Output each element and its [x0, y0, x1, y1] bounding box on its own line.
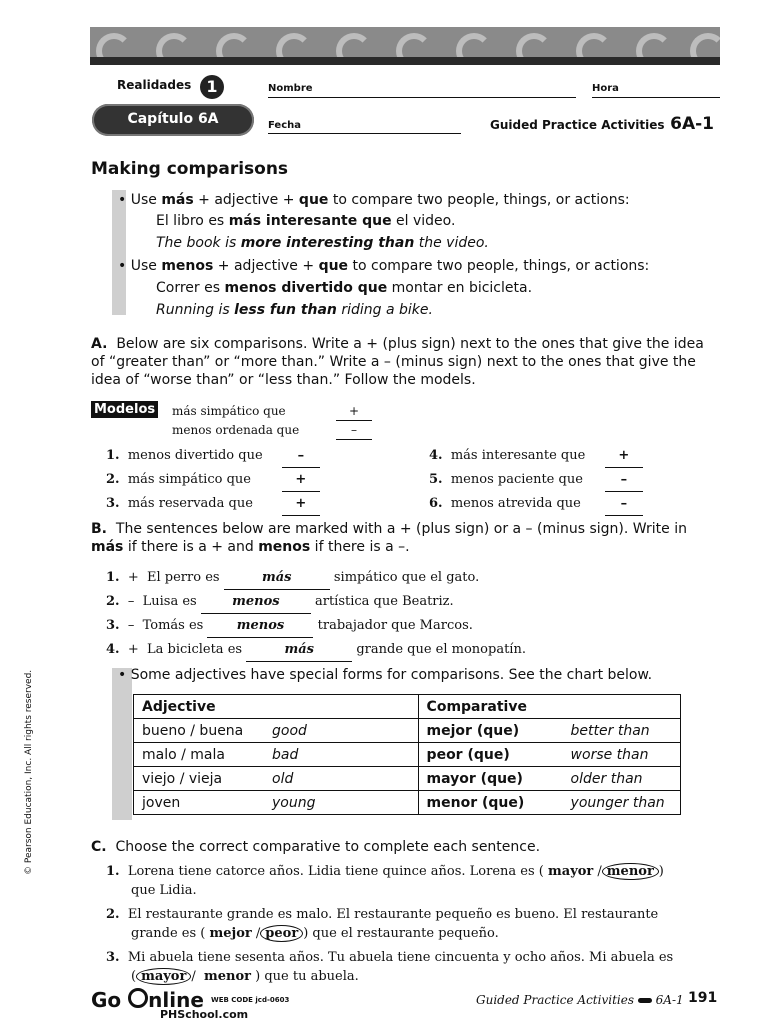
list-item: 2. – Luisa es menos artística que Beatriz. [106, 590, 526, 614]
rule-1-example-en: The book is more interesting than the video. [156, 235, 489, 251]
nombre-label: Nombre [268, 83, 313, 94]
list-item: 4. más interesante que + [429, 444, 643, 468]
header-banner [90, 27, 720, 65]
nombre-field[interactable] [268, 97, 576, 98]
part-a-col-2 [429, 444, 643, 516]
globe-icon [128, 988, 148, 1008]
answer-circle[interactable]: mayor [136, 968, 191, 985]
answer-blank[interactable]: + [282, 468, 320, 492]
part-b-instructions: B. The sentences below are marked with a + (plus sign) or a – (minus sign). Write in más if there is a + and menos if there is a –. [91, 521, 687, 555]
rule-1-example-es: El libro es más interesante que el video. [156, 213, 456, 229]
table-row: malo / mala bad peor (que) worse than [134, 743, 681, 767]
rule-2-example-es: Correr es menos divertido que montar en bicicleta. [156, 280, 533, 296]
models: más simpático que + menos ordenada que – [172, 402, 372, 440]
answer-blank[interactable]: + [282, 492, 320, 516]
part-b-items [106, 566, 526, 662]
copyright: © Pearson Education, Inc. All rights reserved. [24, 669, 34, 875]
capitulo-badge: Capítulo 6A [92, 104, 254, 136]
list-item: 1. menos divertido que – [106, 444, 320, 468]
modelos-label: Modelos [91, 401, 158, 418]
rule-1: • Use más + adjective + que to compare two people, things, or actions: [118, 192, 630, 208]
answer-blank[interactable]: menos [201, 590, 311, 614]
answer-blank[interactable]: – [282, 444, 320, 468]
answer-circle[interactable]: menor [602, 863, 659, 880]
go-online-logo: Go nline [91, 988, 204, 1012]
table-row: viejo / vieja old mayor (que) older than [134, 767, 681, 791]
special-sidebar [112, 668, 132, 820]
answer-blank[interactable]: – [605, 492, 643, 516]
phschool-link[interactable]: PHSchool.com [160, 1008, 249, 1021]
rule-2: • Use menos + adjective + que to compare two people, things, or actions: [118, 258, 650, 274]
special-note: • Some adjectives have special forms for comparisons. See the chart below. [118, 667, 653, 683]
hora-field[interactable] [592, 97, 720, 98]
list-item: 1. + El perro es más simpático que el gato. [106, 566, 526, 590]
page-number: 191 [688, 990, 718, 1006]
answer-blank[interactable]: + [605, 444, 643, 468]
part-a-instructions: A. Below are six comparisons. Write a + (plus sign) next to the ones that give the idea of “greater than” or “more than.” Write a – (minus sign) next to the ones that give the idea of “worse than” or “less than.” Follow the models. [91, 336, 704, 388]
list-item: 6. menos atrevida que – [429, 492, 643, 516]
web-code: WEB CODE jcd-0603 [211, 996, 290, 1004]
table-row: bueno / buena good mejor (que) better than [134, 719, 681, 743]
fecha-field[interactable] [268, 133, 461, 134]
list-item: 2. más simpático que + [106, 468, 320, 492]
realidades-label: Realidades [117, 78, 192, 92]
list-item: 4. + La bicicleta es más grande que el monopatín. [106, 638, 526, 662]
guided-header: Guided Practice Activities 6A-1 [490, 114, 714, 134]
table-header: Adjective Comparative [134, 695, 681, 719]
list-item: 5. menos paciente que – [429, 468, 643, 492]
answer-blank[interactable]: más [224, 566, 330, 590]
answer-circle[interactable]: peor [260, 925, 303, 942]
list-item: 2. El restaurante grande es malo. El restaurante pequeño es bueno. El restaurante [106, 907, 659, 922]
list-item: 3. más reservada que + [106, 492, 320, 516]
table-row: joven young menor (que) younger than [134, 791, 681, 815]
comparison-table [133, 694, 681, 815]
part-c-items: 1. Lorena tiene catorce años. Lidia tiene quince años. Lorena es ( mayor / menor ) que Lidia. 2. El restaurante grande es malo. El restaurante pequeño es bueno. El restaurante grande es ( mejor / peor ) que el restaurante pequeño. 3. Mi abuela tiene sesenta años. Tu abuela tiene cincuenta y ocho años. Mi abuela es ( mayor / menor ) que tu abuela. [106, 864, 674, 984]
fecha-label: Fecha [268, 120, 302, 131]
list-item: 3. Mi abuela tiene sesenta años. Tu abuela tiene cincuenta y ocho años. Mi abuela es [106, 950, 674, 965]
footer-guided: Guided Practice Activities 6A-1 [476, 993, 684, 1007]
list-item: 3. – Tomás es menos trabajador que Marcos. [106, 614, 526, 638]
part-a-col-1 [106, 444, 320, 516]
list-item: 1. Lorena tiene catorce años. Lidia tiene quince años. Lorena es ( mayor / menor ) [106, 864, 664, 879]
page-title: Making comparisons [91, 159, 289, 179]
answer-blank[interactable]: menos [207, 614, 313, 638]
answer-blank[interactable]: más [246, 638, 352, 662]
hora-label: Hora [592, 83, 619, 94]
part-c-instructions: C. Choose the correct comparative to complete each sentence. [91, 839, 541, 855]
level-badge: 1 [200, 75, 224, 99]
answer-blank[interactable]: – [605, 468, 643, 492]
rule-2-example-en: Running is less fun than riding a bike. [156, 302, 433, 318]
